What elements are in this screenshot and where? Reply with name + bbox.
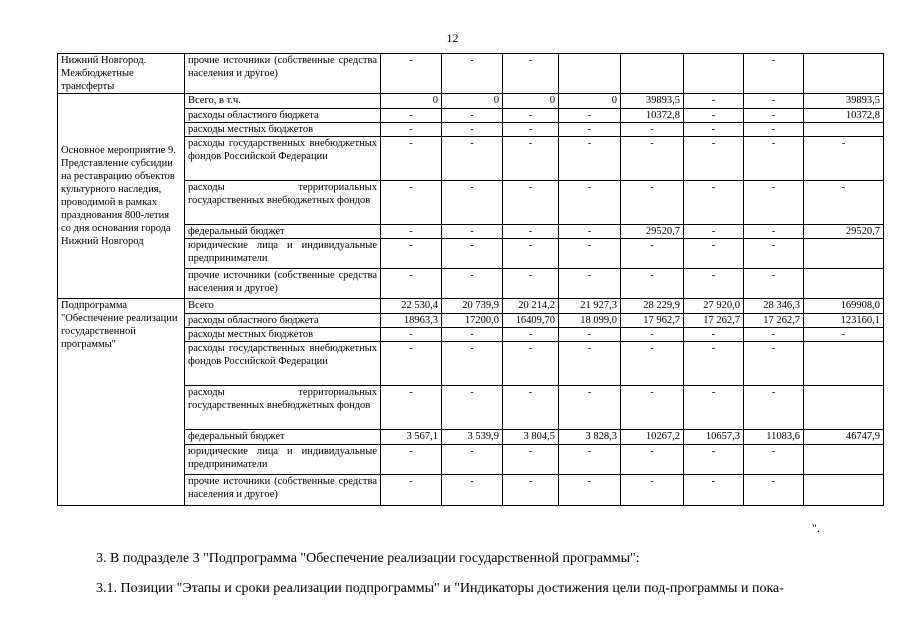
budget-table <box>57 53 884 506</box>
value-cell: - <box>684 225 744 239</box>
value-cell: - <box>621 137 684 181</box>
value-cell: - <box>744 109 804 123</box>
funding-source-cell: прочие источники (собственные средства населения и другое) <box>185 269 381 299</box>
funding-source-cell: прочие источники (собственные средства населения и другое) <box>185 54 381 94</box>
value-cell: 11083,6 <box>744 430 804 445</box>
value-cell: 20 739,9 <box>442 299 503 314</box>
value-cell <box>804 239 884 269</box>
value-cell: - <box>442 181 503 225</box>
value-cell: - <box>381 54 442 94</box>
value-cell: 0 <box>559 94 621 109</box>
funding-source-cell: расходы местных бюджетов <box>185 328 381 342</box>
value-cell: 169908,0 <box>804 299 884 314</box>
paragraph-3-1: 3.1. Позиции "Этапы и сроки реализации подпрограммы" и "Индикаторы достижения цели под-программы и пока- <box>96 581 784 596</box>
value-cell: - <box>442 137 503 181</box>
value-cell: - <box>684 94 744 109</box>
value-cell: - <box>684 445 744 475</box>
value-cell: - <box>744 225 804 239</box>
funding-source-cell: юридические лица и индивидуальные предприниматели <box>185 239 381 269</box>
value-cell: 22 530,4 <box>381 299 442 314</box>
value-cell: - <box>381 386 442 430</box>
value-cell <box>804 342 884 386</box>
value-cell: 10657,3 <box>684 430 744 445</box>
value-cell <box>804 386 884 430</box>
value-cell: - <box>744 445 804 475</box>
value-cell: - <box>503 181 559 225</box>
value-cell: - <box>503 445 559 475</box>
value-cell: - <box>684 475 744 506</box>
value-cell: - <box>503 269 559 299</box>
value-cell: - <box>684 123 744 137</box>
value-cell <box>804 475 884 506</box>
value-cell: 17 262,7 <box>684 314 744 328</box>
value-cell: - <box>621 239 684 269</box>
value-cell: - <box>442 54 503 94</box>
funding-source-cell: федеральный бюджет <box>185 225 381 239</box>
value-cell: - <box>442 239 503 269</box>
funding-source-cell: расходы государственных внебюджетных фондов Российской Федерации <box>185 137 381 181</box>
value-cell: - <box>684 328 744 342</box>
value-cell: - <box>503 109 559 123</box>
value-cell: 46747,9 <box>804 430 884 445</box>
value-cell: 10267,2 <box>621 430 684 445</box>
value-cell: - <box>684 386 744 430</box>
value-cell: 29520,7 <box>621 225 684 239</box>
value-cell: 0 <box>442 94 503 109</box>
value-cell: - <box>442 386 503 430</box>
value-cell: - <box>684 137 744 181</box>
value-cell: - <box>559 181 621 225</box>
value-cell: - <box>804 328 884 342</box>
value-cell: 3 539,9 <box>442 430 503 445</box>
value-cell: - <box>559 239 621 269</box>
value-cell: - <box>503 123 559 137</box>
value-cell: - <box>744 386 804 430</box>
value-cell: - <box>442 123 503 137</box>
table-row <box>58 54 884 94</box>
value-cell: - <box>559 109 621 123</box>
value-cell: 18 099,0 <box>559 314 621 328</box>
value-cell: - <box>621 386 684 430</box>
value-cell: - <box>503 225 559 239</box>
value-cell: - <box>621 181 684 225</box>
value-cell: - <box>442 342 503 386</box>
value-cell: - <box>381 342 442 386</box>
value-cell: - <box>503 342 559 386</box>
value-cell: - <box>621 328 684 342</box>
value-cell: 28 229,9 <box>621 299 684 314</box>
funding-source-cell: федеральный бюджет <box>185 430 381 445</box>
value-cell: - <box>621 123 684 137</box>
activity-name-cell: Нижний Новгород. Межбюджетные трансферты <box>58 54 185 94</box>
value-cell <box>804 445 884 475</box>
value-cell <box>684 54 744 94</box>
funding-source-cell: расходы территориальных государственных внебюджетных фондов <box>185 181 381 225</box>
value-cell <box>559 54 621 94</box>
value-cell: - <box>559 123 621 137</box>
value-cell: - <box>559 342 621 386</box>
value-cell: 39893,5 <box>621 94 684 109</box>
value-cell: 0 <box>503 94 559 109</box>
value-cell: - <box>381 123 442 137</box>
value-cell: - <box>744 269 804 299</box>
value-cell: 17200,0 <box>442 314 503 328</box>
value-cell: - <box>621 269 684 299</box>
value-cell: - <box>621 342 684 386</box>
value-cell: - <box>684 109 744 123</box>
value-cell: - <box>684 239 744 269</box>
paragraph-3: 3. В подразделе 3 "Подпрограмма "Обеспечение реализации государственной программы": <box>96 551 640 566</box>
value-cell: - <box>381 445 442 475</box>
value-cell <box>804 54 884 94</box>
value-cell: - <box>442 475 503 506</box>
value-cell: 3 804,5 <box>503 430 559 445</box>
funding-source-cell: Всего <box>185 299 381 314</box>
value-cell: - <box>744 137 804 181</box>
value-cell: - <box>559 269 621 299</box>
value-cell: - <box>442 328 503 342</box>
value-cell <box>621 54 684 94</box>
funding-source-cell: юридические лица и индивидуальные предприниматели <box>185 445 381 475</box>
value-cell: 27 920,0 <box>684 299 744 314</box>
activity-name-cell: Подпрограмма "Обеспечение реализации государственной программы" <box>58 299 185 506</box>
value-cell: - <box>503 239 559 269</box>
value-cell: 18963,3 <box>381 314 442 328</box>
value-cell: 16409,70 <box>503 314 559 328</box>
value-cell: 29520,7 <box>804 225 884 239</box>
page-number: 12 <box>446 31 459 45</box>
value-cell: - <box>744 123 804 137</box>
value-cell: - <box>381 181 442 225</box>
value-cell: - <box>559 328 621 342</box>
value-cell: 0 <box>381 94 442 109</box>
value-cell: - <box>381 475 442 506</box>
value-cell: - <box>381 239 442 269</box>
value-cell: 17 962,7 <box>621 314 684 328</box>
value-cell: 17 262,7 <box>744 314 804 328</box>
value-cell: - <box>503 386 559 430</box>
value-cell: - <box>503 137 559 181</box>
value-cell: - <box>804 181 884 225</box>
value-cell: 10372,8 <box>621 109 684 123</box>
value-cell <box>804 269 884 299</box>
value-cell: - <box>744 328 804 342</box>
value-cell: - <box>381 328 442 342</box>
value-cell: - <box>442 225 503 239</box>
closing-quote: ". <box>812 521 820 535</box>
value-cell: - <box>503 54 559 94</box>
value-cell: - <box>559 445 621 475</box>
value-cell: - <box>744 475 804 506</box>
value-cell: 20 214,2 <box>503 299 559 314</box>
value-cell: - <box>381 269 442 299</box>
funding-source-cell: расходы областного бюджета <box>185 314 381 328</box>
value-cell: - <box>684 181 744 225</box>
value-cell: - <box>804 137 884 181</box>
funding-source-cell: прочие источники (собственные средства населения и другое) <box>185 475 381 506</box>
value-cell: 3 567,1 <box>381 430 442 445</box>
value-cell: - <box>442 445 503 475</box>
value-cell: 39893,5 <box>804 94 884 109</box>
value-cell: - <box>684 342 744 386</box>
table-row <box>58 94 884 109</box>
value-cell: - <box>559 475 621 506</box>
value-cell <box>804 123 884 137</box>
value-cell: 28 346,3 <box>744 299 804 314</box>
funding-source-cell: расходы территориальных государственных внебюджетных фондов <box>185 386 381 430</box>
value-cell: - <box>684 269 744 299</box>
value-cell: - <box>559 225 621 239</box>
value-cell: - <box>744 239 804 269</box>
value-cell: - <box>442 269 503 299</box>
value-cell: - <box>381 225 442 239</box>
value-cell: - <box>381 137 442 181</box>
value-cell: - <box>559 137 621 181</box>
value-cell: - <box>559 386 621 430</box>
table-row <box>58 299 884 314</box>
value-cell: - <box>442 109 503 123</box>
value-cell: 10372,8 <box>804 109 884 123</box>
funding-source-cell: расходы областного бюджета <box>185 109 381 123</box>
funding-source-cell: расходы государственных внебюджетных фондов Российской Федерации <box>185 342 381 386</box>
funding-source-cell: расходы местных бюджетов <box>185 123 381 137</box>
activity-name-cell: Основное мероприятие 9. Представление субсидии на реставрацию объектов культурного наследия, проводимой в рамках празднования 800-летия со дня основания города Нижний Новгород <box>58 94 185 299</box>
value-cell: - <box>744 181 804 225</box>
value-cell: - <box>503 475 559 506</box>
value-cell: 3 828,3 <box>559 430 621 445</box>
value-cell: - <box>744 54 804 94</box>
value-cell: 21 927,3 <box>559 299 621 314</box>
value-cell: - <box>621 445 684 475</box>
value-cell: - <box>621 475 684 506</box>
funding-source-cell: Всего, в т.ч. <box>185 94 381 109</box>
value-cell: - <box>381 109 442 123</box>
value-cell: - <box>744 342 804 386</box>
value-cell: - <box>503 328 559 342</box>
value-cell: 123160,1 <box>804 314 884 328</box>
value-cell: - <box>744 94 804 109</box>
